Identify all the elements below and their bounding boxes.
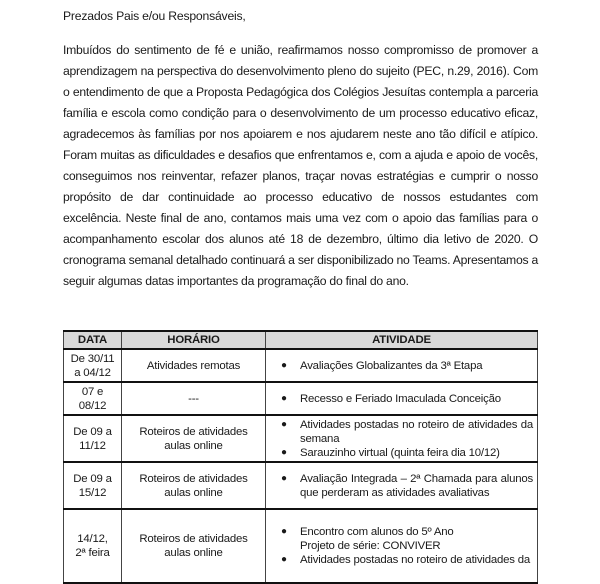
activity-cell: [266, 349, 538, 382]
activity-cell: [266, 415, 538, 462]
time-cell: Atividades remotas: [122, 349, 266, 382]
bullet-icon: ●: [281, 392, 287, 404]
schedule-table: [63, 330, 538, 584]
bullet-icon: ●: [281, 554, 287, 565]
activity-item: ● Recesso e Feriado Imaculada Conceição: [281, 392, 501, 405]
header-time: HORÁRIO: [122, 331, 266, 349]
bullet-icon: ●: [281, 526, 287, 537]
table-header-row: [64, 331, 538, 349]
activity-item: ● Avaliação Integrada – 2ª Chamada para alunos que perderam as atividades avaliativas: [281, 472, 533, 499]
activity-item: ● Atividades postadas no roteiro de atividades da semana: [281, 418, 533, 445]
table-row: [64, 349, 538, 382]
table-row: [64, 462, 538, 509]
letter-paragraph: Imbuídos do sentimento de fé e união, reafirmamos nosso compromisso de promover a aprendizagem na perspectiva do desenvolvimento pleno do sujeito (PEC, n.29, 2016). Com o entendimento de que a Proposta Pedagógica dos Colégios Jesuítas contempla a parceria família e escola como condição para o desenvolvimento de um processo educativo eficaz, agradecemos às famílias por nos apoiarem e nos ajudarem neste ano tão difícil e atípico. Foram muitas as dificuldades e desafios que enfrentamos e, com a ajuda e apoio de vocês, conseguimos nos reinventar, refazer planos, traçar novas estratégias e cumprir o nosso propósito de dar continuidade ao processo educativo de nossos estudantes com excelência. Neste final de ano, contamos mais uma vez com o apoio das famílias para o acompanhamento escolar dos alunos até 18 de dezembro, último dia letivo de 2020. O cronograma semanal detalhado continuará a ser disponibilizado no Teams. Apresentamos a seguir algumas datas importantes da programação do final do ano.: [63, 43, 538, 288]
time-cell: Roteiros de atividades aulas online: [122, 415, 266, 462]
date-cell: 14/12, 2ª feira: [64, 509, 122, 583]
activity-item: ● Avaliações Globalizantes da 3ª Etapa: [281, 359, 483, 372]
letter-greeting: Prezados Pais e/ou Responsáveis,: [63, 9, 246, 23]
bullet-icon: ●: [281, 472, 287, 484]
activity-cell: [266, 382, 538, 415]
date-cell: 07 e 08/12: [64, 382, 122, 415]
table-row: [64, 382, 538, 415]
activity-item: ● Sarauzinho virtual (quinta feira dia 10/12): [281, 446, 500, 459]
activity-item: ● Encontro com alunos do 5º Ano: [281, 526, 454, 538]
activity-cell: [266, 509, 538, 583]
bullet-icon: ●: [281, 418, 287, 430]
date-cell: De 09 a 15/12: [64, 462, 122, 509]
table-row: [64, 509, 538, 583]
header-date: DATA: [64, 331, 122, 349]
date-cell: De 09 a 11/12: [64, 415, 122, 462]
activity-subline: Projeto de série: CONVIVER: [300, 540, 441, 552]
header-activity: ATIVIDADE: [266, 331, 538, 349]
bullet-icon: ●: [281, 446, 287, 458]
time-cell: ---: [122, 382, 266, 415]
activity-cell: [266, 462, 538, 509]
date-cell: De 30/11 a 04/12: [64, 349, 122, 382]
time-cell: Roteiros de atividades aulas online: [122, 509, 266, 583]
activity-item: ● Atividades postadas no roteiro de atividades da: [281, 554, 530, 566]
time-cell: Roteiros de atividades aulas online: [122, 462, 266, 509]
table-row: [64, 415, 538, 462]
bullet-icon: ●: [281, 359, 287, 371]
